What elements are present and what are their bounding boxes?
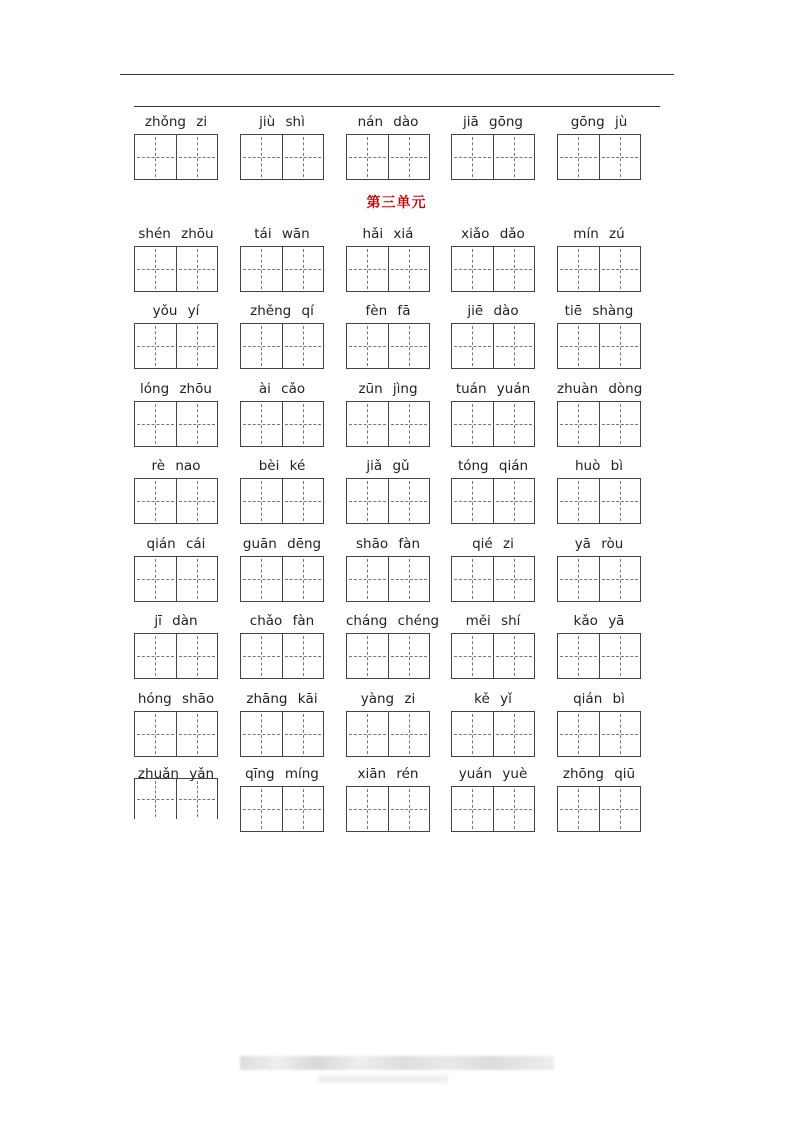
tianzige-cell[interactable] <box>452 402 493 446</box>
pinyin-label: tiē shàng <box>564 303 634 319</box>
writing-boxes[interactable] <box>451 556 535 602</box>
tianzige-cell[interactable] <box>282 557 324 601</box>
tianzige-cell[interactable] <box>493 135 535 179</box>
tianzige-cell[interactable] <box>493 402 535 446</box>
writing-boxes[interactable] <box>557 134 641 180</box>
writing-boxes[interactable] <box>451 323 535 369</box>
pinyin-label: zūn jìng <box>358 381 418 397</box>
pinyin-label: zhǒng zi <box>144 114 208 130</box>
tianzige-cell[interactable] <box>176 557 218 601</box>
tianzige-cell[interactable] <box>452 324 493 368</box>
writing-boxes[interactable] <box>557 633 641 679</box>
pinyin-label: jiē dào <box>467 303 519 319</box>
tianzige-cell[interactable] <box>347 557 388 601</box>
tianzige-cell[interactable] <box>388 557 430 601</box>
tianzige-cell[interactable] <box>241 247 282 291</box>
tianzige-cell[interactable] <box>176 135 218 179</box>
writing-boxes[interactable] <box>134 134 218 180</box>
tianzige-cell[interactable] <box>282 247 324 291</box>
tianzige-cell[interactable] <box>176 634 218 678</box>
top-rule <box>120 74 674 75</box>
vocab-item <box>134 534 218 602</box>
writing-boxes[interactable] <box>134 323 218 369</box>
vocab-item <box>451 112 535 180</box>
writing-boxes[interactable] <box>240 556 324 602</box>
pinyin-label: qián bì <box>573 691 625 707</box>
vocab-item <box>557 379 641 447</box>
writing-boxes[interactable] <box>240 401 324 447</box>
tianzige-cell[interactable] <box>176 324 218 368</box>
vocab-item <box>451 689 535 757</box>
vocab-item <box>346 689 430 757</box>
pinyin-label: qié zi <box>472 536 514 552</box>
tianzige-cell[interactable] <box>347 712 388 756</box>
vocab-item <box>451 224 535 292</box>
pinyin-label: jiā gōng <box>462 114 524 130</box>
tianzige-cell[interactable] <box>176 479 218 523</box>
tianzige-cell[interactable] <box>347 787 388 831</box>
writing-boxes[interactable] <box>451 633 535 679</box>
pinyin-label: tuán yuán <box>455 381 531 397</box>
pinyin-label: hǎi xiá <box>362 226 414 242</box>
writing-boxes[interactable] <box>557 478 641 524</box>
pinyin-label: rè nao <box>151 458 201 474</box>
pinyin-label: yǒu yí <box>152 303 200 319</box>
table-top-rule <box>134 106 660 107</box>
tianzige-cell[interactable] <box>493 324 535 368</box>
writing-boxes[interactable] <box>346 786 430 832</box>
pinyin-label: kǎo yā <box>573 613 625 629</box>
pinyin-label: jī dàn <box>154 613 198 629</box>
vocab-item <box>557 301 641 369</box>
pinyin-label: cháng chéng <box>346 613 440 629</box>
vocab-item <box>240 764 324 832</box>
writing-boxes[interactable] <box>557 786 641 832</box>
vocab-item <box>240 112 324 180</box>
writing-boxes[interactable] <box>134 633 218 679</box>
pinyin-label: zhuàn dòng <box>557 381 643 397</box>
writing-boxes[interactable] <box>346 401 430 447</box>
writing-boxes[interactable] <box>240 633 324 679</box>
tianzige-cell[interactable] <box>388 634 430 678</box>
vocab-item <box>451 764 535 832</box>
vocab-item <box>240 301 324 369</box>
vocab-item <box>346 112 430 180</box>
writing-boxes[interactable] <box>134 246 218 292</box>
writing-boxes[interactable] <box>451 134 535 180</box>
vocab-item <box>346 301 430 369</box>
vocab-item <box>240 611 324 679</box>
writing-boxes[interactable] <box>557 556 641 602</box>
pinyin-label: gōng jù <box>570 114 628 130</box>
tianzige-cell[interactable] <box>558 634 599 678</box>
tianzige-cell[interactable] <box>599 787 641 831</box>
vocab-item <box>134 689 218 757</box>
tianzige-cell[interactable] <box>558 787 599 831</box>
tianzige-cell[interactable] <box>241 135 282 179</box>
writing-boxes[interactable] <box>451 786 535 832</box>
writing-boxes[interactable] <box>346 711 430 757</box>
pinyin-label: jiǎ gǔ <box>366 458 410 474</box>
pinyin-label: yuán yuè <box>458 766 528 782</box>
tianzige-cell[interactable] <box>241 557 282 601</box>
pinyin-label: jiù shì <box>259 114 305 130</box>
writing-boxes[interactable] <box>451 401 535 447</box>
tianzige-cell[interactable] <box>176 402 218 446</box>
tianzige-cell[interactable] <box>493 479 535 523</box>
tianzige-cell[interactable] <box>558 557 599 601</box>
tianzige-cell[interactable] <box>282 634 324 678</box>
vocab-item <box>346 379 430 447</box>
vocab-item <box>240 456 324 524</box>
tianzige-cell[interactable] <box>599 557 641 601</box>
tianzige-cell[interactable] <box>493 247 535 291</box>
pinyin-label: bèi ké <box>258 458 306 474</box>
tianzige-cell[interactable] <box>452 787 493 831</box>
writing-boxes[interactable] <box>346 556 430 602</box>
writing-boxes[interactable] <box>346 323 430 369</box>
tianzige-cell[interactable] <box>388 402 430 446</box>
tianzige-cell[interactable] <box>282 402 324 446</box>
vocab-item <box>346 534 430 602</box>
tianzige-cell[interactable] <box>347 634 388 678</box>
pinyin-label: zhōng qiū <box>562 766 636 782</box>
unit-title: 第三单元 <box>366 195 427 211</box>
tianzige-cell[interactable] <box>241 712 282 756</box>
vocab-item <box>557 764 641 832</box>
blurred-footer <box>240 1056 554 1070</box>
tianzige-cell[interactable] <box>558 712 599 756</box>
writing-boxes[interactable] <box>240 711 324 757</box>
tianzige-cell[interactable] <box>347 479 388 523</box>
vocab-item <box>346 764 430 832</box>
tianzige-cell[interactable] <box>452 479 493 523</box>
tianzige-cell[interactable] <box>135 135 176 179</box>
tianzige-cell[interactable] <box>452 247 493 291</box>
pinyin-label: shén zhōu <box>138 226 214 242</box>
tianzige-cell[interactable] <box>452 712 493 756</box>
tianzige-cell[interactable] <box>241 634 282 678</box>
pinyin-label: zhuǎn yǎn <box>137 766 215 782</box>
tianzige-cell[interactable] <box>135 557 176 601</box>
vocab-item <box>557 689 641 757</box>
writing-boxes[interactable] <box>240 323 324 369</box>
writing-boxes[interactable] <box>134 401 218 447</box>
writing-boxes[interactable] <box>451 711 535 757</box>
tianzige-cell[interactable] <box>176 247 218 291</box>
tianzige-cell[interactable] <box>241 479 282 523</box>
vocab-item <box>134 764 218 819</box>
pinyin-label: ài cǎo <box>258 381 306 397</box>
vocab-item <box>240 689 324 757</box>
vocab-item <box>557 611 641 679</box>
tianzige-cell[interactable] <box>493 712 535 756</box>
tianzige-cell[interactable] <box>241 402 282 446</box>
tianzige-cell[interactable] <box>388 324 430 368</box>
tianzige-cell[interactable] <box>452 634 493 678</box>
writing-boxes[interactable] <box>134 478 218 524</box>
vocab-item <box>134 301 218 369</box>
pinyin-label: nán dào <box>357 114 419 130</box>
writing-boxes[interactable] <box>557 711 641 757</box>
vocab-item <box>451 379 535 447</box>
vocab-item <box>557 534 641 602</box>
tianzige-cell[interactable] <box>388 479 430 523</box>
tianzige-cell[interactable] <box>135 779 176 819</box>
vocab-item <box>557 224 641 292</box>
tianzige-cell[interactable] <box>599 479 641 523</box>
tianzige-cell[interactable] <box>135 247 176 291</box>
writing-boxes[interactable] <box>557 323 641 369</box>
tianzige-cell[interactable] <box>347 324 388 368</box>
pinyin-label: zhāng kāi <box>246 691 318 707</box>
writing-boxes[interactable] <box>346 246 430 292</box>
tianzige-cell[interactable] <box>599 634 641 678</box>
pinyin-label: qián cái <box>146 536 206 552</box>
writing-boxes[interactable] <box>557 401 641 447</box>
tianzige-cell[interactable] <box>135 324 176 368</box>
writing-boxes[interactable] <box>557 246 641 292</box>
tianzige-cell[interactable] <box>282 479 324 523</box>
tianzige-cell[interactable] <box>558 247 599 291</box>
pinyin-label: kě yǐ <box>474 691 512 707</box>
writing-boxes[interactable] <box>346 134 430 180</box>
writing-boxes[interactable] <box>346 478 430 524</box>
tianzige-cell[interactable] <box>282 787 324 831</box>
pinyin-label: tái wān <box>254 226 310 242</box>
pinyin-label: mín zú <box>573 226 625 242</box>
writing-boxes[interactable] <box>134 778 218 819</box>
tianzige-cell[interactable] <box>176 712 218 756</box>
vocab-item <box>346 456 430 524</box>
tianzige-cell[interactable] <box>599 324 641 368</box>
writing-boxes[interactable] <box>451 246 535 292</box>
vocab-item <box>557 112 641 180</box>
writing-boxes[interactable] <box>134 556 218 602</box>
pinyin-label: shāo fàn <box>356 536 420 552</box>
tianzige-cell[interactable] <box>388 247 430 291</box>
tianzige-cell[interactable] <box>493 787 535 831</box>
vocab-item <box>134 379 218 447</box>
vocab-item <box>240 379 324 447</box>
vocab-item <box>557 456 641 524</box>
tianzige-cell[interactable] <box>493 634 535 678</box>
writing-boxes[interactable] <box>346 633 430 679</box>
tianzige-cell[interactable] <box>135 634 176 678</box>
tianzige-cell[interactable] <box>282 712 324 756</box>
tianzige-cell[interactable] <box>176 779 218 819</box>
vocab-item <box>346 611 440 679</box>
tianzige-cell[interactable] <box>599 712 641 756</box>
writing-boxes[interactable] <box>240 134 324 180</box>
vocab-item <box>346 224 430 292</box>
writing-boxes[interactable] <box>240 478 324 524</box>
tianzige-cell[interactable] <box>558 479 599 523</box>
pinyin-label: yā ròu <box>574 536 624 552</box>
pinyin-label: xiān rén <box>357 766 419 782</box>
tianzige-cell[interactable] <box>347 247 388 291</box>
vocab-item <box>134 456 218 524</box>
tianzige-cell[interactable] <box>599 135 641 179</box>
tianzige-cell[interactable] <box>452 135 493 179</box>
pinyin-label: guān dēng <box>242 536 322 552</box>
writing-boxes[interactable] <box>240 246 324 292</box>
pinyin-label: zhěng qí <box>250 303 314 319</box>
blurred-footer-line <box>318 1075 448 1083</box>
tianzige-cell[interactable] <box>241 787 282 831</box>
tianzige-cell[interactable] <box>135 402 176 446</box>
vocab-item <box>134 611 218 679</box>
tianzige-cell[interactable] <box>493 557 535 601</box>
pinyin-label: chǎo fàn <box>249 613 315 629</box>
pinyin-label: fèn fā <box>365 303 411 319</box>
tianzige-cell[interactable] <box>558 402 599 446</box>
pinyin-label: tóng qián <box>457 458 529 474</box>
vocab-item <box>240 224 324 292</box>
tianzige-cell[interactable] <box>388 135 430 179</box>
vocab-item <box>451 611 535 679</box>
tianzige-cell[interactable] <box>599 402 641 446</box>
pinyin-label: hóng shāo <box>137 691 215 707</box>
tianzige-cell[interactable] <box>135 479 176 523</box>
writing-boxes[interactable] <box>134 711 218 757</box>
tianzige-cell[interactable] <box>388 712 430 756</box>
pinyin-label: qīng míng <box>245 766 319 782</box>
vocab-item <box>240 534 324 602</box>
tianzige-cell[interactable] <box>558 135 599 179</box>
pinyin-label: yàng zi <box>360 691 416 707</box>
pinyin-label: měi shí <box>465 613 521 629</box>
pinyin-label: xiǎo dǎo <box>461 226 525 242</box>
tianzige-cell[interactable] <box>282 135 324 179</box>
tianzige-cell[interactable] <box>388 787 430 831</box>
tianzige-cell[interactable] <box>599 247 641 291</box>
tianzige-cell[interactable] <box>452 557 493 601</box>
vocab-item <box>134 112 218 180</box>
tianzige-cell[interactable] <box>282 324 324 368</box>
tianzige-cell[interactable] <box>347 402 388 446</box>
vocab-item <box>451 301 535 369</box>
tianzige-cell[interactable] <box>347 135 388 179</box>
pinyin-label: lóng zhōu <box>140 381 212 397</box>
vocab-item <box>134 224 218 292</box>
pinyin-label: huò bì <box>575 458 623 474</box>
vocab-item <box>451 534 535 602</box>
vocab-item <box>451 456 535 524</box>
tianzige-cell[interactable] <box>241 324 282 368</box>
tianzige-cell[interactable] <box>135 712 176 756</box>
writing-boxes[interactable] <box>240 786 324 832</box>
tianzige-cell[interactable] <box>558 324 599 368</box>
writing-boxes[interactable] <box>451 478 535 524</box>
